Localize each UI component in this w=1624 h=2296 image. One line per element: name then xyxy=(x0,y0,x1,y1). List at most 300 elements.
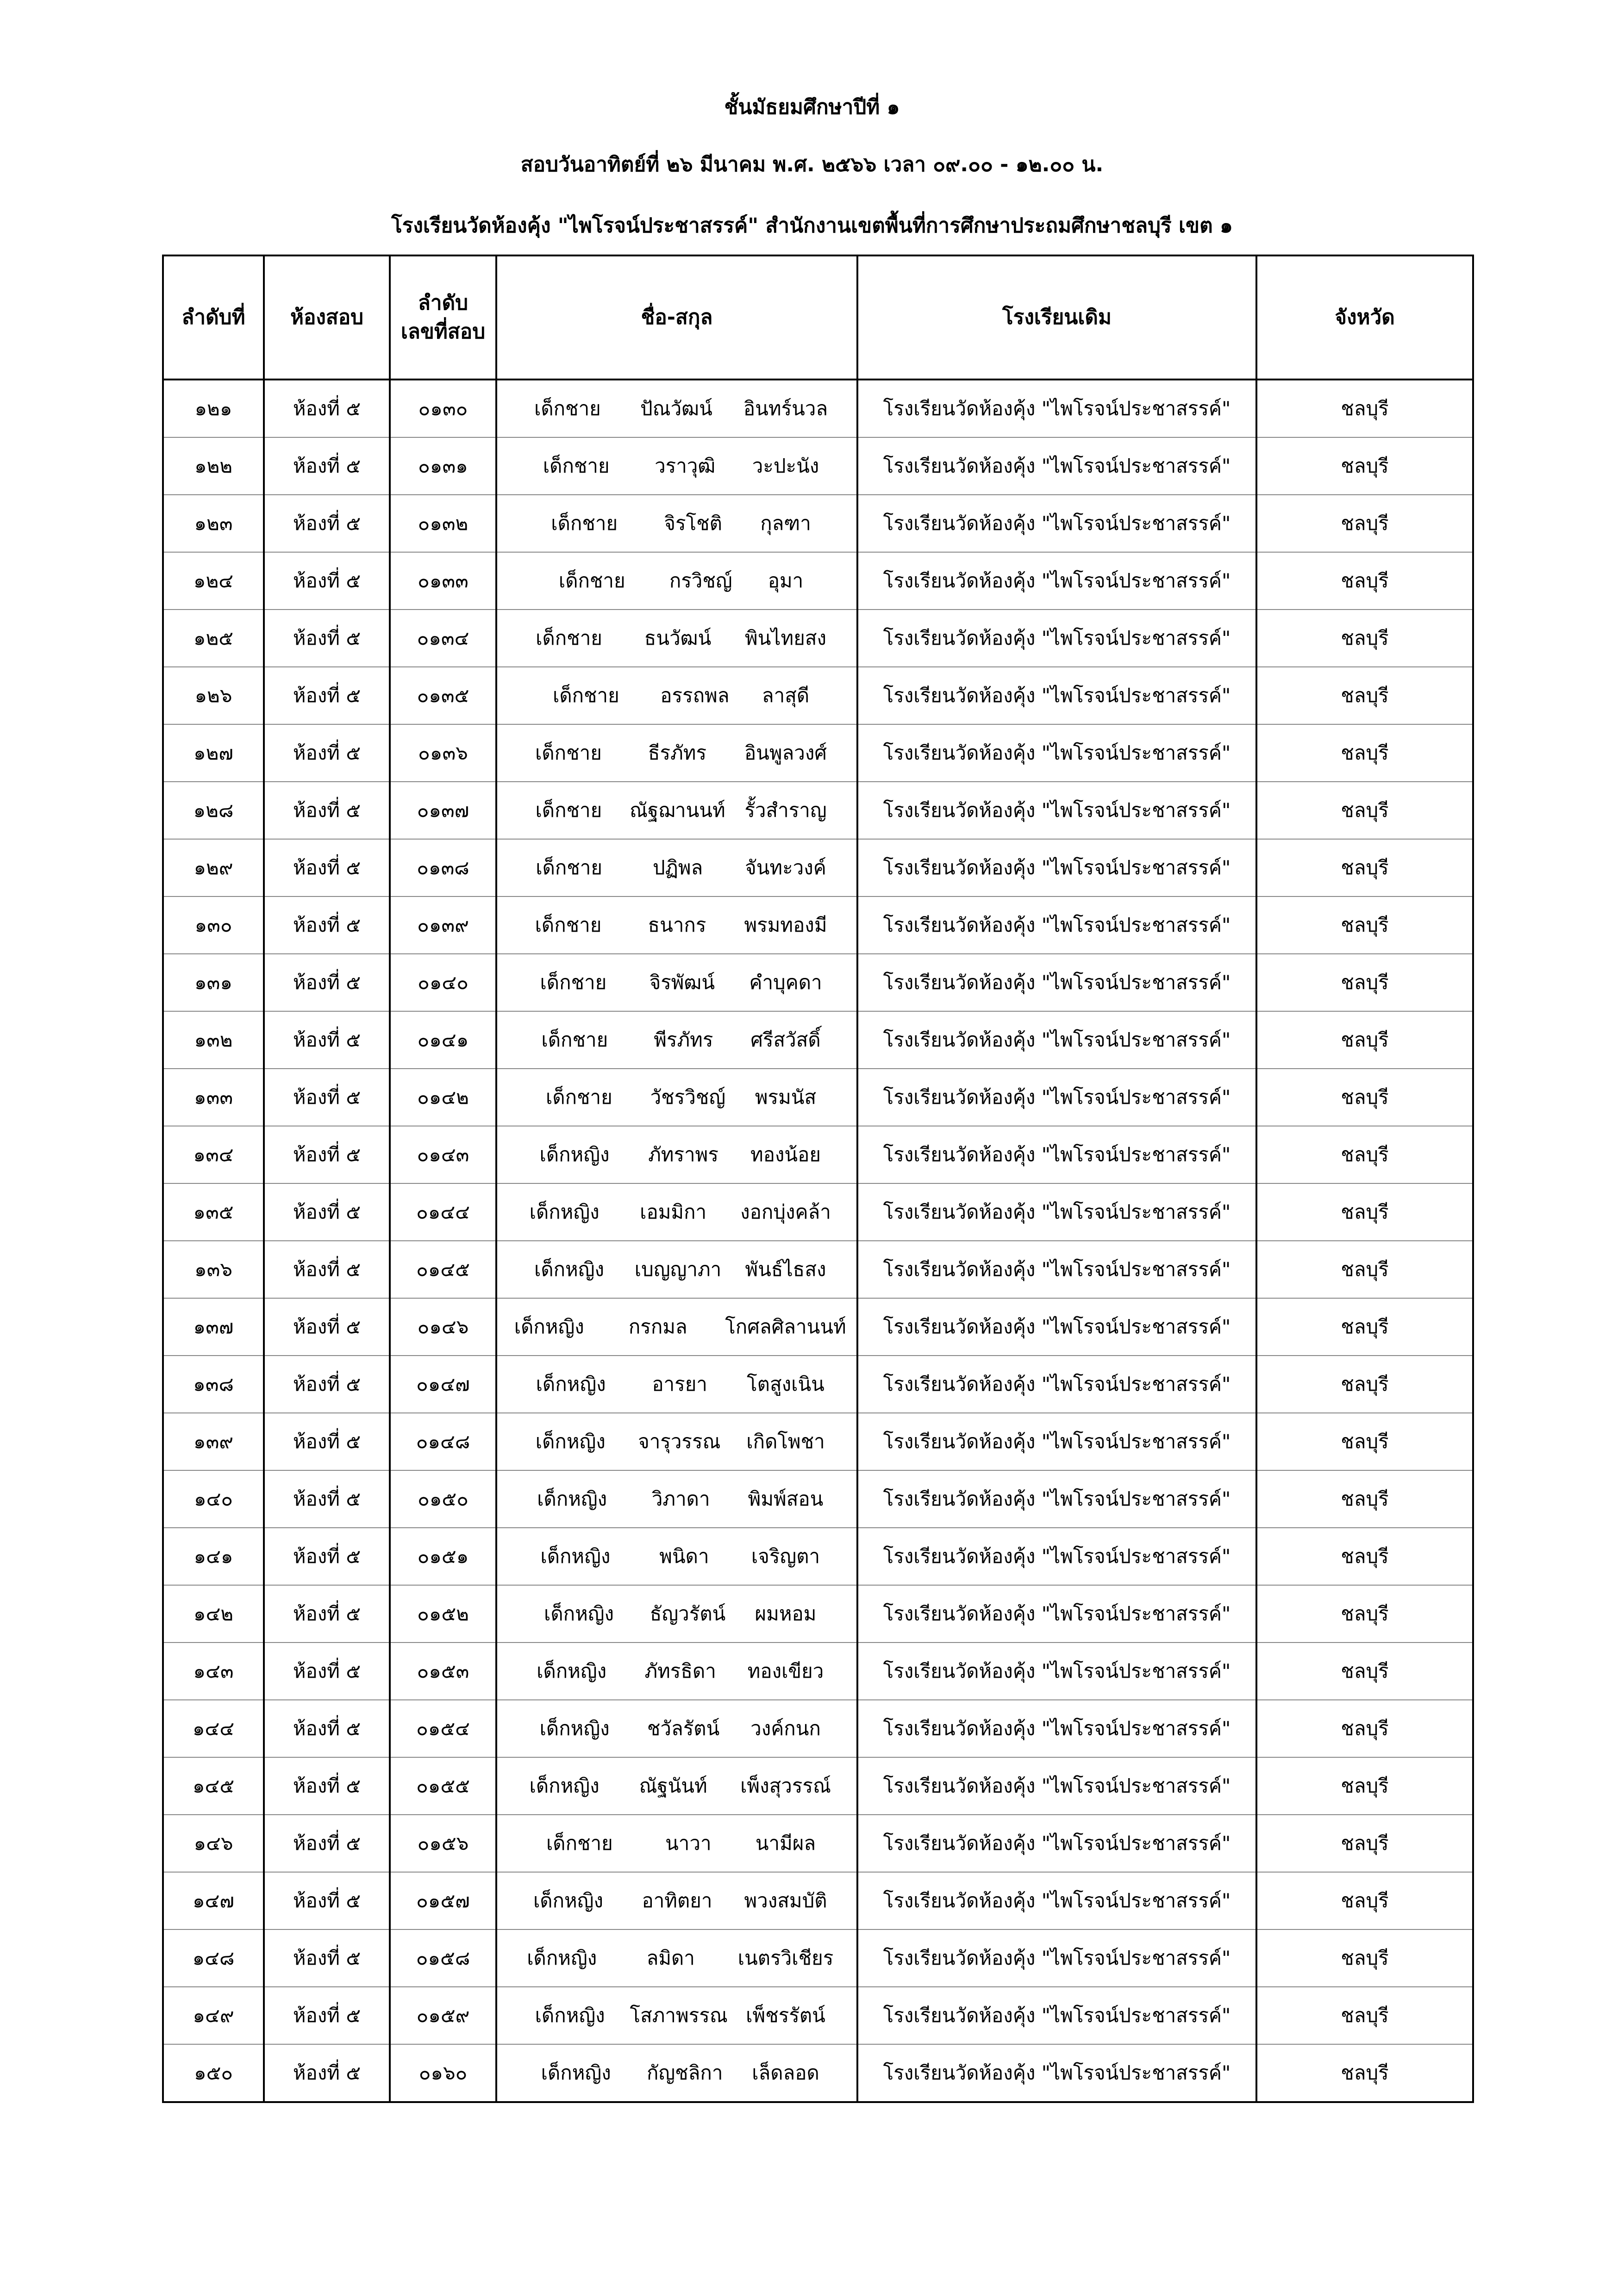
cell-school: โรงเรียนวัดห้องคุ้ง "ไพโรจน์ประชาสรรค์" xyxy=(857,552,1256,610)
name-prefix: เด็กชาย xyxy=(540,971,607,994)
name-prefix: เด็กหญิง xyxy=(534,1258,605,1281)
cell-name xyxy=(496,1987,857,2044)
name-prefix: เด็กชาย xyxy=(543,454,610,477)
first-name: ปฏิพล xyxy=(652,856,703,879)
col-header-room: ห้องสอบ xyxy=(264,255,390,380)
name-prefix: เด็กหญิง xyxy=(529,1201,600,1223)
cell-name xyxy=(496,552,857,610)
cell-seq: ๑๒๕ xyxy=(163,610,264,667)
cell-name xyxy=(496,1815,857,1872)
cell-room: ห้องที่ ๕ xyxy=(264,1815,390,1872)
cell-exam-no: ๐๑๓๑ xyxy=(390,437,496,495)
cell-seq: ๑๔๒ xyxy=(163,1585,264,1643)
cell-province: ชลบุรี xyxy=(1256,954,1473,1011)
cell-seq: ๑๔๖ xyxy=(163,1815,264,1872)
name-prefix: เด็กหญิง xyxy=(539,1143,610,1166)
col-header-school: โรงเรียนเดิม xyxy=(857,255,1256,380)
cell-seq: ๑๒๑ xyxy=(163,380,264,437)
cell-exam-no: ๐๑๔๗ xyxy=(390,1356,496,1413)
cell-room: ห้องที่ ๕ xyxy=(264,1929,390,1987)
cell-seq: ๑๒๒ xyxy=(163,437,264,495)
cell-seq: ๑๓๕ xyxy=(163,1183,264,1241)
cell-province: ชลบุรี xyxy=(1256,1528,1473,1585)
table-row xyxy=(163,1183,1473,1241)
cell-seq: ๑๓๓ xyxy=(163,1069,264,1126)
table-row xyxy=(163,1011,1473,1069)
cell-room: ห้องที่ ๕ xyxy=(264,1643,390,1700)
cell-province: ชลบุรี xyxy=(1256,380,1473,437)
table-row xyxy=(163,1700,1473,1757)
cell-school: โรงเรียนวัดห้องคุ้ง "ไพโรจน์ประชาสรรค์" xyxy=(857,1815,1256,1872)
cell-room: ห้องที่ ๕ xyxy=(264,1585,390,1643)
cell-room: ห้องที่ ๕ xyxy=(264,1987,390,2044)
last-name: เกิดโพชา xyxy=(746,1430,825,1453)
name-prefix: เด็กหญิง xyxy=(537,1660,607,1682)
first-name: จิรโชติ xyxy=(664,512,722,535)
cell-school: โรงเรียนวัดห้องคุ้ง "ไพโรจน์ประชาสรรค์" xyxy=(857,1011,1256,1069)
cell-exam-no: ๐๑๓๕ xyxy=(390,667,496,724)
first-name: ภัทราพร xyxy=(648,1143,718,1166)
cell-province: ชลบุรี xyxy=(1256,495,1473,552)
cell-province: ชลบุรี xyxy=(1256,896,1473,954)
cell-seq: ๑๒๖ xyxy=(163,667,264,724)
first-name: วัชรวิชญ์ xyxy=(650,1086,726,1108)
name-prefix: เด็กหญิง xyxy=(529,1774,600,1797)
first-name: นาวา xyxy=(665,1832,712,1854)
cell-name xyxy=(496,1241,857,1298)
last-name: ศรีสวัสดิ์ xyxy=(750,1028,821,1051)
table-row xyxy=(163,1929,1473,1987)
cell-province: ชลบุรี xyxy=(1256,1585,1473,1643)
cell-name xyxy=(496,1356,857,1413)
cell-seq: ๑๔๕ xyxy=(163,1757,264,1815)
table-row xyxy=(163,1241,1473,1298)
cell-school: โรงเรียนวัดห้องคุ้ง "ไพโรจน์ประชาสรรค์" xyxy=(857,954,1256,1011)
col-header-name: ชื่อ-สกุล xyxy=(496,255,857,380)
name-prefix: เด็กหญิง xyxy=(537,1487,607,1510)
school-heading: โรงเรียนวัดห้องคุ้ง "ไพโรจน์ประชาสรรค์" สำนักงานเขตพื้นที่การศึกษาประถมศึกษาชลบุรี เขต ๑ xyxy=(391,214,1233,237)
last-name: รั้วสำราญ xyxy=(744,799,827,821)
cell-exam-no: ๐๑๕๗ xyxy=(390,1872,496,1929)
cell-name xyxy=(496,1700,857,1757)
first-name: อรรถพล xyxy=(660,684,730,707)
table-row xyxy=(163,839,1473,896)
cell-seq: ๑๕๐ xyxy=(163,2044,264,2102)
last-name: พันธ์ไธสง xyxy=(745,1258,826,1281)
cell-name xyxy=(496,1872,857,1929)
cell-school: โรงเรียนวัดห้องคุ้ง "ไพโรจน์ประชาสรรค์" xyxy=(857,1643,1256,1700)
cell-seq: ๑๔๐ xyxy=(163,1470,264,1528)
cell-name xyxy=(496,954,857,1011)
cell-name xyxy=(496,1126,857,1183)
cell-name xyxy=(496,896,857,954)
cell-seq: ๑๒๓ xyxy=(163,495,264,552)
first-name: พีรภัทร xyxy=(654,1028,713,1051)
cell-school: โรงเรียนวัดห้องคุ้ง "ไพโรจน์ประชาสรรค์" xyxy=(857,437,1256,495)
cell-seq: ๑๒๙ xyxy=(163,839,264,896)
cell-exam-no: ๐๑๔๔ xyxy=(390,1183,496,1241)
cell-room: ห้องที่ ๕ xyxy=(264,1356,390,1413)
table-row xyxy=(163,896,1473,954)
cell-exam-no: ๐๑๔๐ xyxy=(390,954,496,1011)
cell-province: ชลบุรี xyxy=(1256,1011,1473,1069)
cell-room: ห้องที่ ๕ xyxy=(264,1069,390,1126)
table-row xyxy=(163,954,1473,1011)
table-row xyxy=(163,1069,1473,1126)
name-prefix: เด็กชาย xyxy=(535,914,602,936)
first-name: ธีรภัทร xyxy=(648,741,706,764)
table-row xyxy=(163,2044,1473,2102)
cell-province: ชลบุรี xyxy=(1256,1757,1473,1815)
cell-seq: ๑๒๔ xyxy=(163,552,264,610)
table-row xyxy=(163,1298,1473,1356)
cell-school: โรงเรียนวัดห้องคุ้ง "ไพโรจน์ประชาสรรค์" xyxy=(857,1413,1256,1470)
cell-room: ห้องที่ ๕ xyxy=(264,1700,390,1757)
name-prefix: เด็กชาย xyxy=(536,627,602,649)
last-name: วะปะนัง xyxy=(752,454,819,477)
cell-exam-no: ๐๑๓๗ xyxy=(390,782,496,839)
cell-room: ห้องที่ ๕ xyxy=(264,1872,390,1929)
cell-exam-no: ๐๑๕๖ xyxy=(390,1815,496,1872)
cell-school: โรงเรียนวัดห้องคุ้ง "ไพโรจน์ประชาสรรค์" xyxy=(857,1183,1256,1241)
name-prefix: เด็กชาย xyxy=(535,741,602,764)
col-header-seq: ลำดับที่ xyxy=(163,255,264,380)
cell-name xyxy=(496,1757,857,1815)
cell-exam-no: ๐๑๔๑ xyxy=(390,1011,496,1069)
cell-seq: ๑๓๒ xyxy=(163,1011,264,1069)
last-name: จันทะวงค์ xyxy=(745,856,826,879)
cell-name xyxy=(496,782,857,839)
cell-seq: ๑๒๗ xyxy=(163,724,264,782)
first-name: อาทิตยา xyxy=(642,1889,712,1912)
cell-room: ห้องที่ ๕ xyxy=(264,495,390,552)
last-name: เจริญตา xyxy=(751,1545,820,1568)
first-name: ลมิดา xyxy=(646,1947,695,1969)
first-name: ปัณวัฒน์ xyxy=(640,397,712,420)
cell-school: โรงเรียนวัดห้องคุ้ง "ไพโรจน์ประชาสรรค์" xyxy=(857,1298,1256,1356)
col-header-exam-no-line1: ลำดับ xyxy=(418,291,468,315)
table-header-row xyxy=(163,255,1473,380)
first-name: ณัฐนันท์ xyxy=(639,1774,707,1797)
first-name: วิภาดา xyxy=(651,1487,710,1510)
cell-name xyxy=(496,1643,857,1700)
name-prefix: เด็กหญิง xyxy=(536,1373,606,1395)
first-name: เบญญาภา xyxy=(634,1258,722,1281)
cell-seq: ๑๔๔ xyxy=(163,1700,264,1757)
cell-school: โรงเรียนวัดห้องคุ้ง "ไพโรจน์ประชาสรรค์" xyxy=(857,610,1256,667)
col-header-exam-no-line2: เลขที่สอบ xyxy=(400,320,486,343)
cell-name xyxy=(496,495,857,552)
last-name: เล็ดลอด xyxy=(752,2061,819,2084)
cell-name xyxy=(496,1929,857,1987)
cell-province: ชลบุรี xyxy=(1256,1356,1473,1413)
name-prefix: เด็กหญิง xyxy=(527,1947,597,1969)
cell-seq: ๑๔๙ xyxy=(163,1987,264,2044)
table-row xyxy=(163,1356,1473,1413)
cell-name xyxy=(496,839,857,896)
first-name: เอมมิกา xyxy=(640,1201,707,1223)
cell-school: โรงเรียนวัดห้องคุ้ง "ไพโรจน์ประชาสรรค์" xyxy=(857,1700,1256,1757)
cell-province: ชลบุรี xyxy=(1256,839,1473,896)
cell-exam-no: ๐๑๔๘ xyxy=(390,1413,496,1470)
cell-school: โรงเรียนวัดห้องคุ้ง "ไพโรจน์ประชาสรรค์" xyxy=(857,1470,1256,1528)
last-name: เนตรวิเชียร xyxy=(737,1947,834,1969)
cell-exam-no: ๐๑๕๐ xyxy=(390,1470,496,1528)
cell-seq: ๑๔๗ xyxy=(163,1872,264,1929)
first-name: โสภาพรรณ xyxy=(630,2004,728,2027)
table-row xyxy=(163,610,1473,667)
last-name: พรมนัส xyxy=(755,1086,817,1108)
table-row xyxy=(163,1413,1473,1470)
first-name: กัญชลิกา xyxy=(646,2061,723,2084)
cell-exam-no: ๐๑๔๓ xyxy=(390,1126,496,1183)
cell-exam-no: ๐๑๓๓ xyxy=(390,552,496,610)
cell-exam-no: ๐๑๕๔ xyxy=(390,1700,496,1757)
table-row xyxy=(163,782,1473,839)
table-row xyxy=(163,1815,1473,1872)
name-prefix: เด็กหญิง xyxy=(535,2004,605,2027)
first-name: อารยา xyxy=(652,1373,707,1395)
cell-seq: ๑๓๗ xyxy=(163,1298,264,1356)
table-row xyxy=(163,1126,1473,1183)
cell-room: ห้องที่ ๕ xyxy=(264,1298,390,1356)
cell-school: โรงเรียนวัดห้องคุ้ง "ไพโรจน์ประชาสรรค์" xyxy=(857,380,1256,437)
cell-school: โรงเรียนวัดห้องคุ้ง "ไพโรจน์ประชาสรรค์" xyxy=(857,1356,1256,1413)
last-name: เพ็งสุวรรณ์ xyxy=(740,1774,831,1797)
first-name: จารุวรรณ xyxy=(638,1430,721,1453)
cell-room: ห้องที่ ๕ xyxy=(264,1241,390,1298)
name-prefix: เด็กหญิง xyxy=(540,1545,611,1568)
cell-province: ชลบุรี xyxy=(1256,1069,1473,1126)
col-header-exam-no xyxy=(390,255,496,380)
name-prefix: เด็กหญิง xyxy=(539,1717,610,1740)
cell-room: ห้องที่ ๕ xyxy=(264,839,390,896)
cell-seq: ๑๓๔ xyxy=(163,1126,264,1183)
cell-exam-no: ๐๑๖๐ xyxy=(390,2044,496,2102)
cell-school: โรงเรียนวัดห้องคุ้ง "ไพโรจน์ประชาสรรค์" xyxy=(857,1241,1256,1298)
name-prefix: เด็กหญิง xyxy=(544,1602,614,1625)
cell-name xyxy=(496,1183,857,1241)
cell-exam-no: ๐๑๕๘ xyxy=(390,1929,496,1987)
cell-name xyxy=(496,2044,857,2102)
cell-exam-no: ๐๑๓๘ xyxy=(390,839,496,896)
cell-exam-no: ๐๑๔๒ xyxy=(390,1069,496,1126)
cell-province: ชลบุรี xyxy=(1256,1987,1473,2044)
cell-school: โรงเรียนวัดห้องคุ้ง "ไพโรจน์ประชาสรรค์" xyxy=(857,1528,1256,1585)
first-name: กรกมล xyxy=(628,1315,687,1338)
cell-room: ห้องที่ ๕ xyxy=(264,667,390,724)
name-prefix: เด็กหญิง xyxy=(533,1889,603,1912)
last-name: งอกบุ่งคล้า xyxy=(740,1201,831,1223)
last-name: ทองน้อย xyxy=(750,1143,821,1166)
table-row xyxy=(163,1987,1473,2044)
cell-room: ห้องที่ ๕ xyxy=(264,1757,390,1815)
grade-heading: ชั้นมัธยมศึกษาปีที่ ๑ xyxy=(724,95,900,119)
cell-exam-no: ๐๑๕๒ xyxy=(390,1585,496,1643)
cell-room: ห้องที่ ๕ xyxy=(264,782,390,839)
cell-seq: ๑๓๖ xyxy=(163,1241,264,1298)
cell-room: ห้องที่ ๕ xyxy=(264,552,390,610)
cell-seq: ๑๓๙ xyxy=(163,1413,264,1470)
cell-province: ชลบุรี xyxy=(1256,437,1473,495)
first-name: จิรพัฒน์ xyxy=(649,971,715,994)
cell-name xyxy=(496,1011,857,1069)
cell-seq: ๑๔๑ xyxy=(163,1528,264,1585)
cell-room: ห้องที่ ๕ xyxy=(264,1126,390,1183)
cell-seq: ๑๓๘ xyxy=(163,1356,264,1413)
last-name: พินไทยสง xyxy=(745,627,826,649)
name-prefix: เด็กชาย xyxy=(541,1028,608,1051)
last-name: โตสูงเนิน xyxy=(747,1373,824,1395)
first-name: พนิดา xyxy=(659,1545,709,1568)
cell-name xyxy=(496,724,857,782)
cell-province: ชลบุรี xyxy=(1256,1700,1473,1757)
cell-room: ห้องที่ ๕ xyxy=(264,1413,390,1470)
cell-province: ชลบุรี xyxy=(1256,1183,1473,1241)
cell-exam-no: ๐๑๓๖ xyxy=(390,724,496,782)
cell-name xyxy=(496,1069,857,1126)
cell-province: ชลบุรี xyxy=(1256,1815,1473,1872)
table-row xyxy=(163,1643,1473,1700)
cell-exam-no: ๐๑๕๓ xyxy=(390,1643,496,1700)
cell-room: ห้องที่ ๕ xyxy=(264,1528,390,1585)
cell-school: โรงเรียนวัดห้องคุ้ง "ไพโรจน์ประชาสรรค์" xyxy=(857,1126,1256,1183)
cell-school: โรงเรียนวัดห้องคุ้ง "ไพโรจน์ประชาสรรค์" xyxy=(857,1929,1256,1987)
name-prefix: เด็กชาย xyxy=(534,397,601,420)
cell-school: โรงเรียนวัดห้องคุ้ง "ไพโรจน์ประชาสรรค์" xyxy=(857,2044,1256,2102)
name-prefix: เด็กหญิง xyxy=(535,1430,606,1453)
first-name: ชวัลรัตน์ xyxy=(647,1717,720,1740)
first-name: ณัฐฌานนท์ xyxy=(629,799,725,821)
cell-school: โรงเรียนวัดห้องคุ้ง "ไพโรจน์ประชาสรรค์" xyxy=(857,667,1256,724)
cell-province: ชลบุรี xyxy=(1256,1643,1473,1700)
cell-exam-no: ๐๑๓๔ xyxy=(390,610,496,667)
table-row xyxy=(163,552,1473,610)
cell-room: ห้องที่ ๕ xyxy=(264,380,390,437)
cell-exam-no: ๐๑๕๕ xyxy=(390,1757,496,1815)
last-name: พรมทองมี xyxy=(744,914,827,936)
first-name: ภัทรธิดา xyxy=(644,1660,716,1682)
last-name: ทองเขียว xyxy=(747,1660,824,1682)
last-name: อุมา xyxy=(768,569,804,592)
cell-school: โรงเรียนวัดห้องคุ้ง "ไพโรจน์ประชาสรรค์" xyxy=(857,1872,1256,1929)
name-prefix: เด็กชาย xyxy=(545,1086,612,1108)
table-row xyxy=(163,380,1473,437)
last-name: พวงสมบัติ xyxy=(744,1889,827,1912)
cell-province: ชลบุรี xyxy=(1256,610,1473,667)
cell-province: ชลบุรี xyxy=(1256,782,1473,839)
cell-name xyxy=(496,1528,857,1585)
first-name: ธนากร xyxy=(648,914,706,936)
cell-province: ชลบุรี xyxy=(1256,1126,1473,1183)
cell-province: ชลบุรี xyxy=(1256,1241,1473,1298)
cell-exam-no: ๐๑๔๕ xyxy=(390,1241,496,1298)
name-prefix: เด็กชาย xyxy=(558,569,625,592)
cell-province: ชลบุรี xyxy=(1256,552,1473,610)
name-prefix: เด็กหญิง xyxy=(514,1315,584,1338)
table-row xyxy=(163,437,1473,495)
cell-room: ห้องที่ ๕ xyxy=(264,610,390,667)
last-name: ลาสุดี xyxy=(762,684,810,707)
cell-seq: ๑๓๑ xyxy=(163,954,264,1011)
table-body xyxy=(163,380,1473,2102)
cell-room: ห้องที่ ๕ xyxy=(264,724,390,782)
name-prefix: เด็กชาย xyxy=(546,1832,613,1854)
cell-room: ห้องที่ ๕ xyxy=(264,954,390,1011)
cell-seq: ๑๒๘ xyxy=(163,782,264,839)
last-name: เพ็ชรรัตน์ xyxy=(746,2004,825,2027)
col-header-province: จังหวัด xyxy=(1256,255,1473,380)
cell-room: ห้องที่ ๕ xyxy=(264,2044,390,2102)
cell-school: โรงเรียนวัดห้องคุ้ง "ไพโรจน์ประชาสรรค์" xyxy=(857,839,1256,896)
cell-seq: ๑๓๐ xyxy=(163,896,264,954)
last-name: อินทร์นวล xyxy=(743,397,828,420)
cell-province: ชลบุรี xyxy=(1256,1470,1473,1528)
last-name: อินพูลวงศ์ xyxy=(744,741,827,764)
cell-school: โรงเรียนวัดห้องคุ้ง "ไพโรจน์ประชาสรรค์" xyxy=(857,782,1256,839)
cell-name xyxy=(496,1298,857,1356)
cell-school: โรงเรียนวัดห้องคุ้ง "ไพโรจน์ประชาสรรค์" xyxy=(857,1987,1256,2044)
last-name: กุลฑา xyxy=(760,512,811,535)
table-row xyxy=(163,667,1473,724)
cell-province: ชลบุรี xyxy=(1256,2044,1473,2102)
cell-school: โรงเรียนวัดห้องคุ้ง "ไพโรจน์ประชาสรรค์" xyxy=(857,1585,1256,1643)
name-prefix: เด็กชาย xyxy=(535,799,602,821)
cell-seq: ๑๔๓ xyxy=(163,1643,264,1700)
cell-name xyxy=(496,1585,857,1643)
table-row xyxy=(163,1528,1473,1585)
exam-seating-table xyxy=(162,255,1474,2103)
last-name: วงค์กนก xyxy=(750,1717,821,1740)
table-row xyxy=(163,1757,1473,1815)
cell-name xyxy=(496,437,857,495)
cell-exam-no: ๐๑๔๖ xyxy=(390,1298,496,1356)
table-row xyxy=(163,1470,1473,1528)
cell-name xyxy=(496,380,857,437)
cell-school: โรงเรียนวัดห้องคุ้ง "ไพโรจน์ประชาสรรค์" xyxy=(857,1757,1256,1815)
cell-school: โรงเรียนวัดห้องคุ้ง "ไพโรจน์ประชาสรรค์" xyxy=(857,724,1256,782)
cell-province: ชลบุรี xyxy=(1256,1413,1473,1470)
cell-room: ห้องที่ ๕ xyxy=(264,437,390,495)
last-name: พิมพ์สอน xyxy=(748,1487,824,1510)
table-row xyxy=(163,495,1473,552)
cell-exam-no: ๐๑๕๙ xyxy=(390,1987,496,2044)
cell-name xyxy=(496,1470,857,1528)
table-row xyxy=(163,724,1473,782)
cell-name xyxy=(496,1413,857,1470)
last-name: คำบุคดา xyxy=(749,971,822,994)
cell-province: ชลบุรี xyxy=(1256,724,1473,782)
name-prefix: เด็กชาย xyxy=(551,512,618,535)
exam-date-heading: สอบวันอาทิตย์ที่ ๒๖ มีนาคม พ.ศ. ๒๕๖๖ เวลา ๐๙.๐๐ - ๑๒.๐๐ น. xyxy=(520,153,1104,176)
cell-room: ห้องที่ ๕ xyxy=(264,1183,390,1241)
cell-exam-no: ๐๑๓๒ xyxy=(390,495,496,552)
table-row xyxy=(163,1585,1473,1643)
cell-province: ชลบุรี xyxy=(1256,1872,1473,1929)
cell-school: โรงเรียนวัดห้องคุ้ง "ไพโรจน์ประชาสรรค์" xyxy=(857,495,1256,552)
cell-seq: ๑๔๘ xyxy=(163,1929,264,1987)
cell-room: ห้องที่ ๕ xyxy=(264,896,390,954)
table-row xyxy=(163,1872,1473,1929)
cell-school: โรงเรียนวัดห้องคุ้ง "ไพโรจน์ประชาสรรค์" xyxy=(857,1069,1256,1126)
first-name: วราวุฒิ xyxy=(655,454,716,477)
first-name: ธัญวรัตน์ xyxy=(650,1602,726,1625)
cell-province: ชลบุรี xyxy=(1256,1298,1473,1356)
last-name: ผมหอม xyxy=(755,1602,817,1625)
cell-room: ห้องที่ ๕ xyxy=(264,1011,390,1069)
name-prefix: เด็กหญิง xyxy=(541,2061,611,2084)
cell-name xyxy=(496,610,857,667)
